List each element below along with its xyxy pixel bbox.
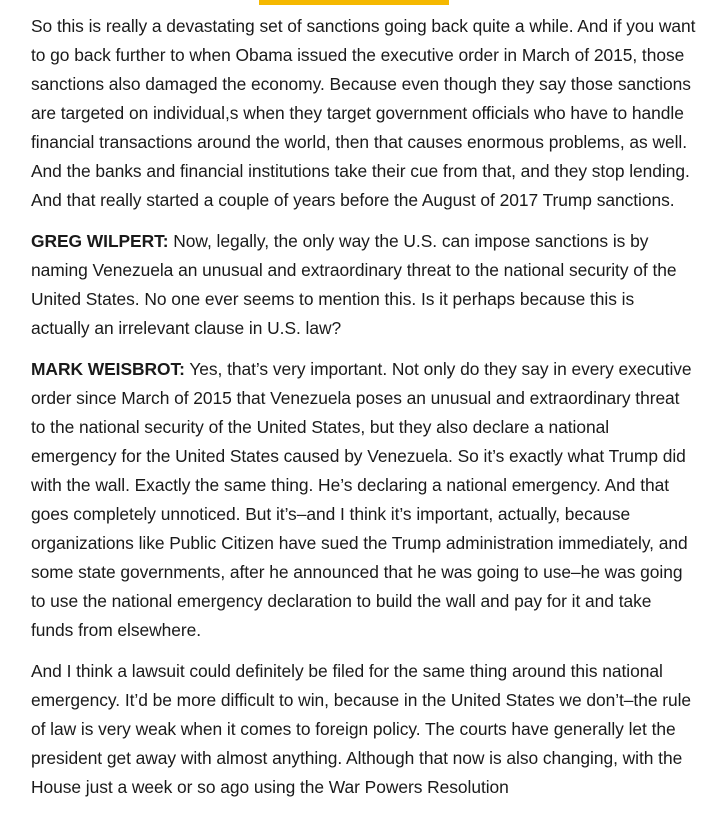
paragraph: [31, 12, 696, 215]
paragraph-text: And I think a lawsuit could definitely be filed for the same thing around this national emergency. It’d be more difficult to win, because in the United States we don’t–the rule of law is very weak when it comes to foreign policy. The courts have generally let the president get away with almost anything. Although that now is also changing, with the House just a week or so ago using the War Powers Resolution: [31, 661, 692, 797]
speaker-name: MARK WEISBROT:: [31, 359, 185, 379]
article-body: [31, 12, 696, 814]
paragraph-text: Now, legally, the only way the U.S. can impose sanctions is by naming Venezuela an unusual and extraordinary threat to the national security of the United States. No one ever seems to mention this. Is it perhaps because this is actually an irrelevant clause in U.S. law?: [31, 231, 677, 338]
header-accent-bar: [259, 0, 449, 5]
paragraph: [31, 657, 696, 802]
paragraph: [31, 355, 696, 645]
speaker-name: GREG WILPERT:: [31, 231, 169, 251]
paragraph: [31, 227, 696, 343]
paragraph-text: Yes, that’s very important. Not only do they say in every executive order since March of 2015 that Venezuela poses an unusual and extraordinary threat to the national security of the United States, but they also declare a national emergency for the United States caused by Venezuela. So it’s exactly what Trump did with the wall. Exactly the same thing. He’s declaring a national emergency. And that goes completely unnoticed. But it’s–and I think it’s important, actually, because organizations like Public Citizen have sued the Trump administration immediately, and some state governments, after he announced that he was going to use–he was going to use the national emergency declaration to build the wall and pay for it and take funds from elsewhere.: [31, 359, 692, 640]
paragraph-text: So this is really a devastating set of sanctions going back quite a while. And if you want to go back further to when Obama issued the executive order in March of 2015, those sanctions also damaged the economy. Because even though they say those sanctions are targeted on individual,s when they target government officials who have to handle financial transactions around the world, then that causes enormous problems, as well. And the banks and financial institutions take their cue from that, and they stop lending. And that really started a couple of years before the August of 2017 Trump sanctions.: [31, 16, 696, 210]
